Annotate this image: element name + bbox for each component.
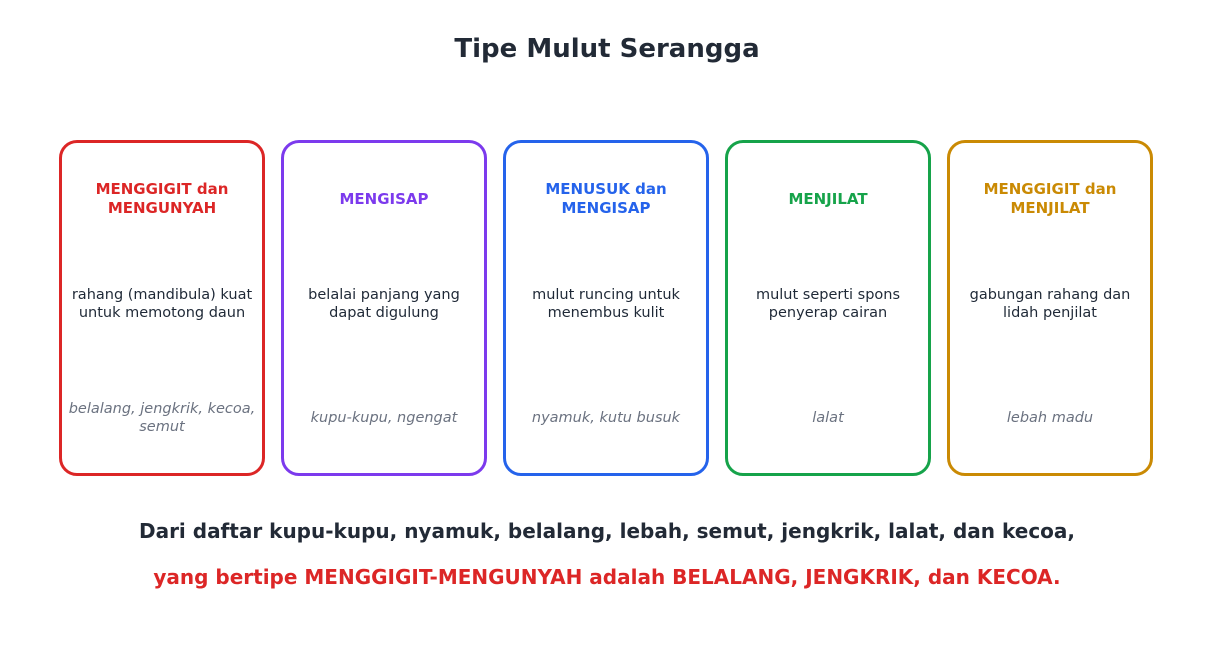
card-examples: lalat	[812, 410, 844, 426]
card-description: rahang (mandibula) kuat untuk memotong daun	[71, 287, 253, 321]
card-menjilat	[725, 140, 931, 476]
card-examples: nyamuk, kutu busuk	[531, 410, 681, 426]
diagram-title: Tipe Mulut Serangga	[454, 34, 760, 64]
card-description: gabungan rahang dan lidah penjilat	[969, 287, 1131, 321]
card-heading: MENJILAT	[788, 189, 868, 208]
card-examples: belalang, jengkrik, kecoa, semut	[68, 401, 256, 435]
card-menggigit-mengunyah	[59, 140, 265, 476]
card-description: belalai panjang yang dapat digulung	[308, 287, 460, 321]
card-examples: lebah madu	[1006, 410, 1094, 426]
card-heading: MENGISAP	[339, 189, 429, 208]
card-examples: kupu-kupu, ngengat	[310, 410, 458, 426]
card-description: mulut seperti spons penyerap cairan	[755, 287, 901, 321]
footer-answer: yang bertipe MENGGIGIT-MENGUNYAH adalah BELALANG, JENGKRIK, dan KECOA.	[153, 565, 1061, 589]
card-menggigit-menjilat	[947, 140, 1153, 476]
card-heading: MENUSUK dan MENGISAP	[545, 180, 667, 217]
card-heading: MENGGIGIT dan MENGUNYAH	[95, 180, 229, 217]
footer-question: Dari daftar kupu-kupu, nyamuk, belalang, lebah, semut, jengkrik, lalat, dan kecoa,	[138, 519, 1076, 543]
card-menusuk-mengisap	[503, 140, 709, 476]
card-description: mulut runcing untuk menembus kulit	[532, 287, 680, 321]
card-heading: MENGGIGIT dan MENJILAT	[983, 180, 1117, 217]
card-mengisap	[281, 140, 487, 476]
